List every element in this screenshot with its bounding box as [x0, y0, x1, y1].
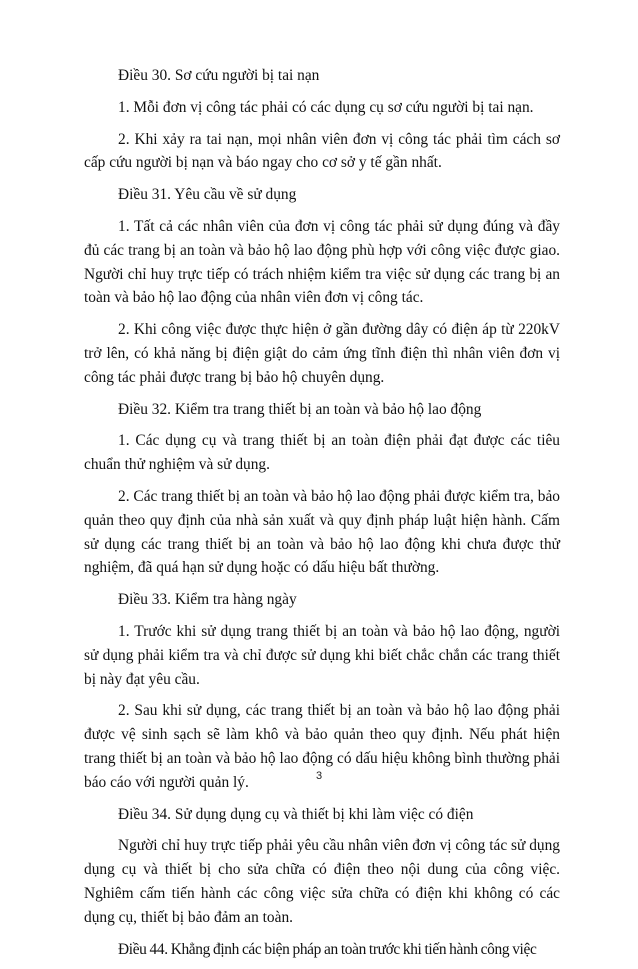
article-32-heading: Điều 32. Kiểm tra trang thiết bị an toàn và bảo hộ lao động: [118, 400, 482, 418]
article-34-heading: Điều 34. Sử dụng dụng cụ và thiết bị khi làm việc có điện: [118, 805, 474, 823]
article-31-clause-1: 1. Tất cả các nhân viên của đơn vị công tác phải sử dụng đúng và đầy đủ các trang bị an toàn và bảo hộ lao động phù hợp với công việc được giao. Người chỉ huy trực tiếp có trách nhiệm kiểm tra việc sử dụng các trang bị an toàn và bảo hộ lao động của nhân viên đơn vị công tác.: [84, 217, 560, 307]
article-31-clause-2: 2. Khi công việc được thực hiện ở gần đường dây có điện áp từ 220kV trở lên, có khả năng bị điện giật do cảm ứng tĩnh điện thì nhân viên đơn vị công tác phải được trang bị bảo hộ chuyên dụng.: [84, 321, 560, 386]
article-30-clause-2: 2. Khi xảy ra tai nạn, mọi nhân viên đơn vị công tác phải tìm cách sơ cấp cứu người bị nạn và báo ngay cho cơ sở y tế gần nhất.: [84, 130, 560, 172]
article-30-clause-1: 1. Mỗi đơn vị công tác phải có các dụng cụ sơ cứu người bị tai nạn.: [118, 98, 534, 116]
article-32-clause-1: 1. Các dụng cụ và trang thiết bị an toàn điện phải đạt được các tiêu chuẩn thử nghiệm và sử dụng.: [84, 432, 560, 474]
article-31-heading: Điều 31. Yêu cầu về sử dụng: [118, 186, 297, 204]
article-33-clause-1: 1. Trước khi sử dụng trang thiết bị an toàn và bảo hộ lao động, người sử dụng phải kiểm tra và chỉ được sử dụng khi biết chắc chắn các trang thiết bị này đạt yêu cầu.: [84, 622, 560, 688]
article-32-clause-2: 2. Các trang thiết bị an toàn và bảo hộ lao động phải được kiểm tra, bảo quản theo quy định của nhà sản xuất và quy định pháp luật hiện hành. Cấm sử dụng các trang thiết bị an toàn và bảo hộ lao động khi chưa được thử nghiệm, đã quá hạn sử dụng hoặc có dấu hiệu bất thường.: [84, 487, 560, 577]
document-body: [84, 64, 560, 969]
article-34-body: Người chỉ huy trực tiếp phải yêu cầu nhân viên đơn vị công tác sử dụng dụng cụ và thiết bị cho sửa chữa có điện theo nội dung của công việc. Nghiêm cấm tiến hành các công việc sửa chữa có điện khi không có các dụng cụ, thiết bị bảo đảm an toàn.: [84, 837, 560, 926]
article-44-heading: Điều 44. Khẳng định các biện pháp an toàn trước khi tiến hành công việc: [118, 940, 537, 958]
article-30-heading: Điều 30. Sơ cứu người bị tai nạn: [118, 67, 320, 84]
page-number: 3: [315, 770, 323, 782]
article-33-heading: Điều 33. Kiểm tra hàng ngày: [118, 591, 297, 609]
article-33-clause-2: 2. Sau khi sử dụng, các trang thiết bị an toàn và bảo hộ lao động phải được vệ sinh sạch sẽ làm khô và bảo quản theo quy định. Nếu phát hiện trang thiết bị an toàn và bảo hộ lao động có dấu hiệu không bình thường phải báo cáo với người quản lý.: [84, 702, 560, 791]
